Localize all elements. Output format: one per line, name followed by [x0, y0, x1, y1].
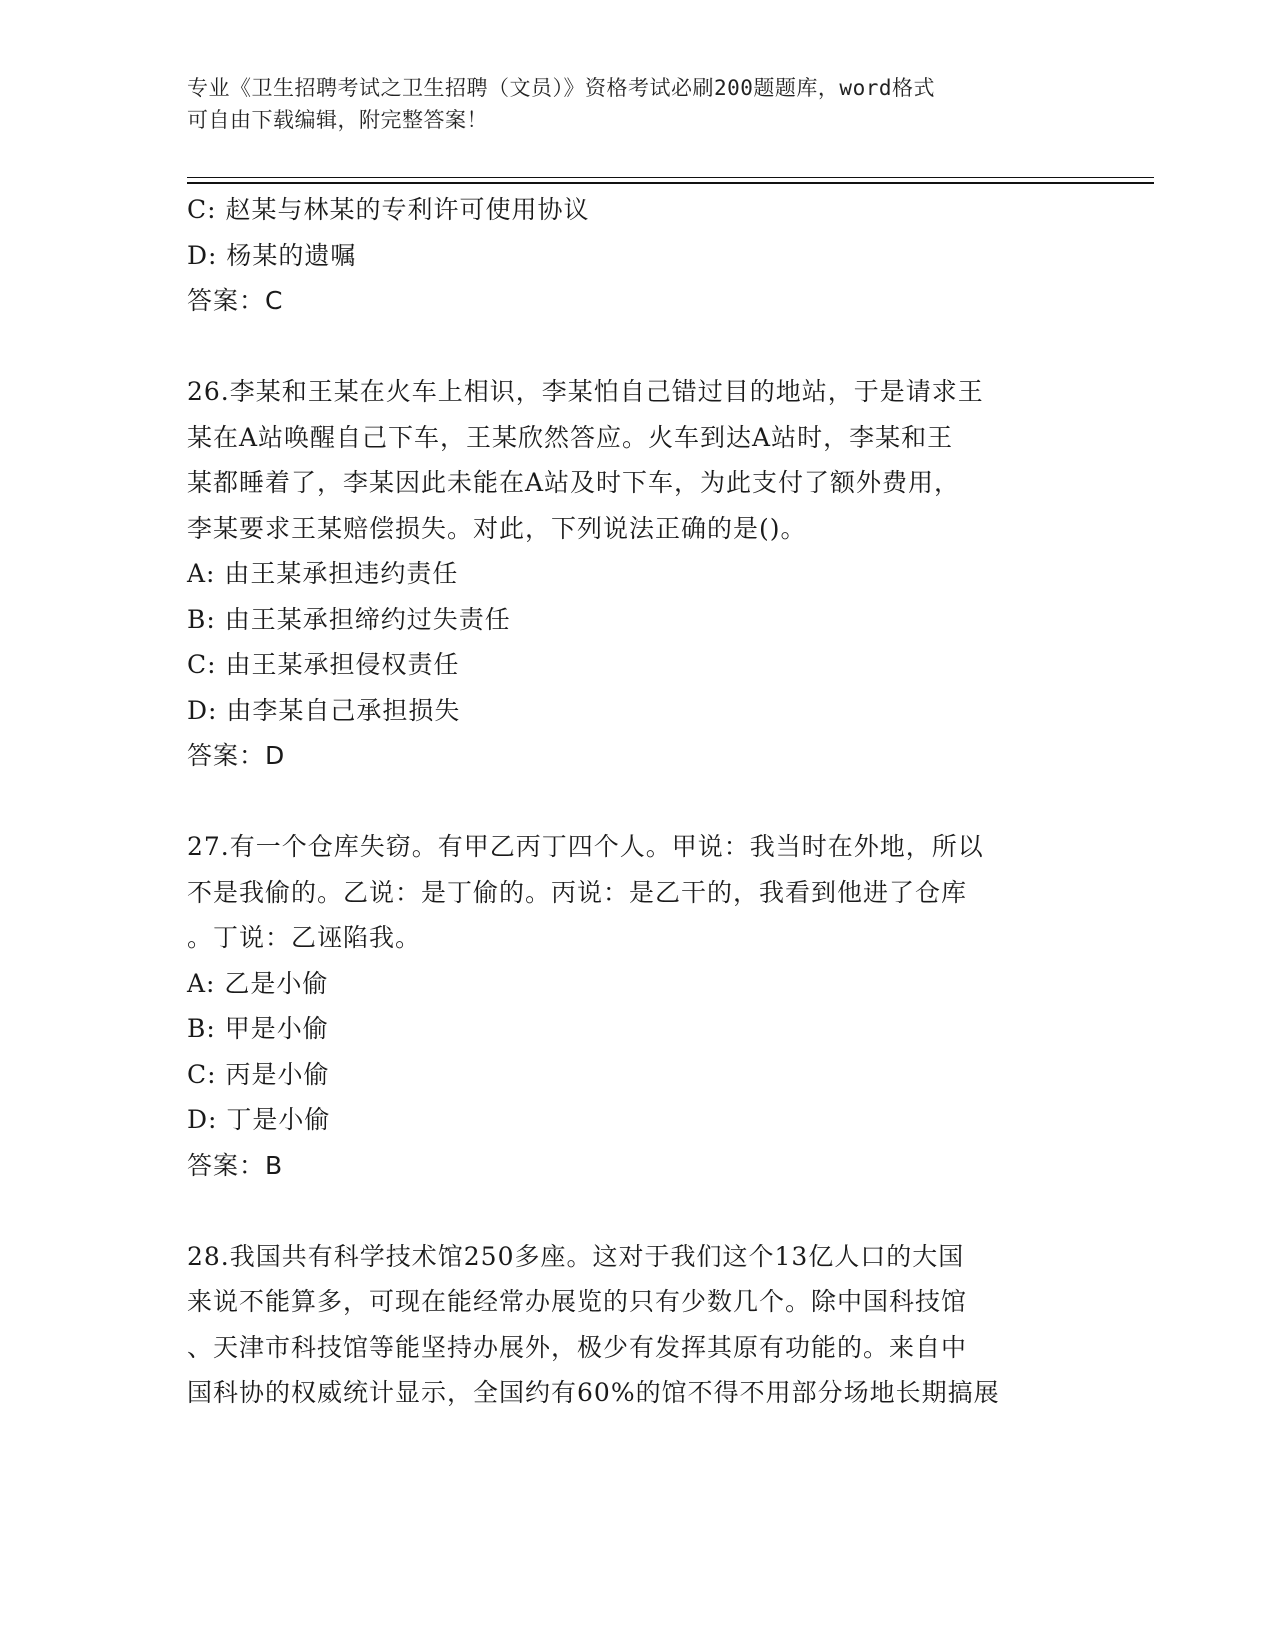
q27-answer: 答案：B	[187, 1150, 284, 1180]
q27-stem-line-2: 不是我偷的。乙说：是丁偷的。丙说：是乙干的，我看到他进了仓库	[187, 877, 968, 907]
question-content	[187, 187, 1087, 1416]
q28-stem-line-1: 28.我国共有科学技术馆250多座。这对于我们这个13亿人口的大国	[187, 1241, 965, 1271]
q27-option-d: D: 丁是小偷	[187, 1105, 331, 1134]
q26-stem-line-4: 李某要求王某赔偿损失。对此，下列说法正确的是()。	[187, 513, 807, 543]
q28-stem-line-4: 国科协的权威统计显示，全国约有60%的馆不得不用部分场地长期搞展	[187, 1378, 1000, 1407]
header-divider-thick	[187, 182, 1154, 184]
q25-option-c: C: 赵某与林某的专利许可使用协议	[187, 195, 590, 224]
spacer	[187, 779, 1087, 825]
q26-option-d: D: 由李某自己承担损失	[187, 695, 461, 725]
q28-stem-line-2: 来说不能算多，可现在能经常办展览的只有少数几个。除中国科技馆	[187, 1287, 968, 1316]
q26-option-b: B: 由王某承担缔约过失责任	[187, 604, 511, 634]
q27-option-b: B: 甲是小偷	[187, 1014, 329, 1043]
header-title-line-2: 可自由下载编辑，附完整答案！	[187, 108, 488, 132]
spacer	[187, 1188, 1087, 1234]
q27-stem-line-1: 27.有一个仓库失窃。有甲乙丙丁四个人。甲说：我当时在外地，所以	[187, 832, 984, 861]
q26-stem-line-3: 某都睡着了，李某因此未能在A站及时下车，为此支付了额外费用，	[187, 468, 961, 497]
page-header	[187, 72, 1087, 136]
q28-stem-line-3: 、天津市科技馆等能坚持办展外，极少有发挥其原有功能的。来自中	[187, 1332, 968, 1362]
q26-answer: 答案：D	[187, 741, 286, 770]
q27-option-c: C: 丙是小偷	[187, 1059, 330, 1089]
header-divider-thin	[187, 177, 1154, 178]
q25-answer: 答案：C	[187, 286, 284, 315]
q26-stem-line-2: 某在A站唤醒自己下车，王某欣然答应。火车到达A站时，李某和王	[187, 422, 954, 452]
q26-stem-line-1: 26.李某和王某在火车上相识，李某怕自己错过目的地站，于是请求王	[187, 377, 984, 406]
q27-stem-line-3: 。丁说：乙诬陷我。	[187, 923, 422, 952]
q27-option-a: A: 乙是小偷	[187, 968, 329, 998]
spacer	[187, 324, 1087, 370]
q25-option-d: D: 杨某的遗嘱	[187, 240, 357, 270]
header-title-line-1: 专业《卫生招聘考试之卫生招聘（文员）》资格考试必刷200题题库，word格式	[187, 76, 935, 100]
q26-option-c: C: 由王某承担侵权责任	[187, 650, 460, 679]
q26-option-a: A: 由王某承担违约责任	[187, 559, 459, 588]
